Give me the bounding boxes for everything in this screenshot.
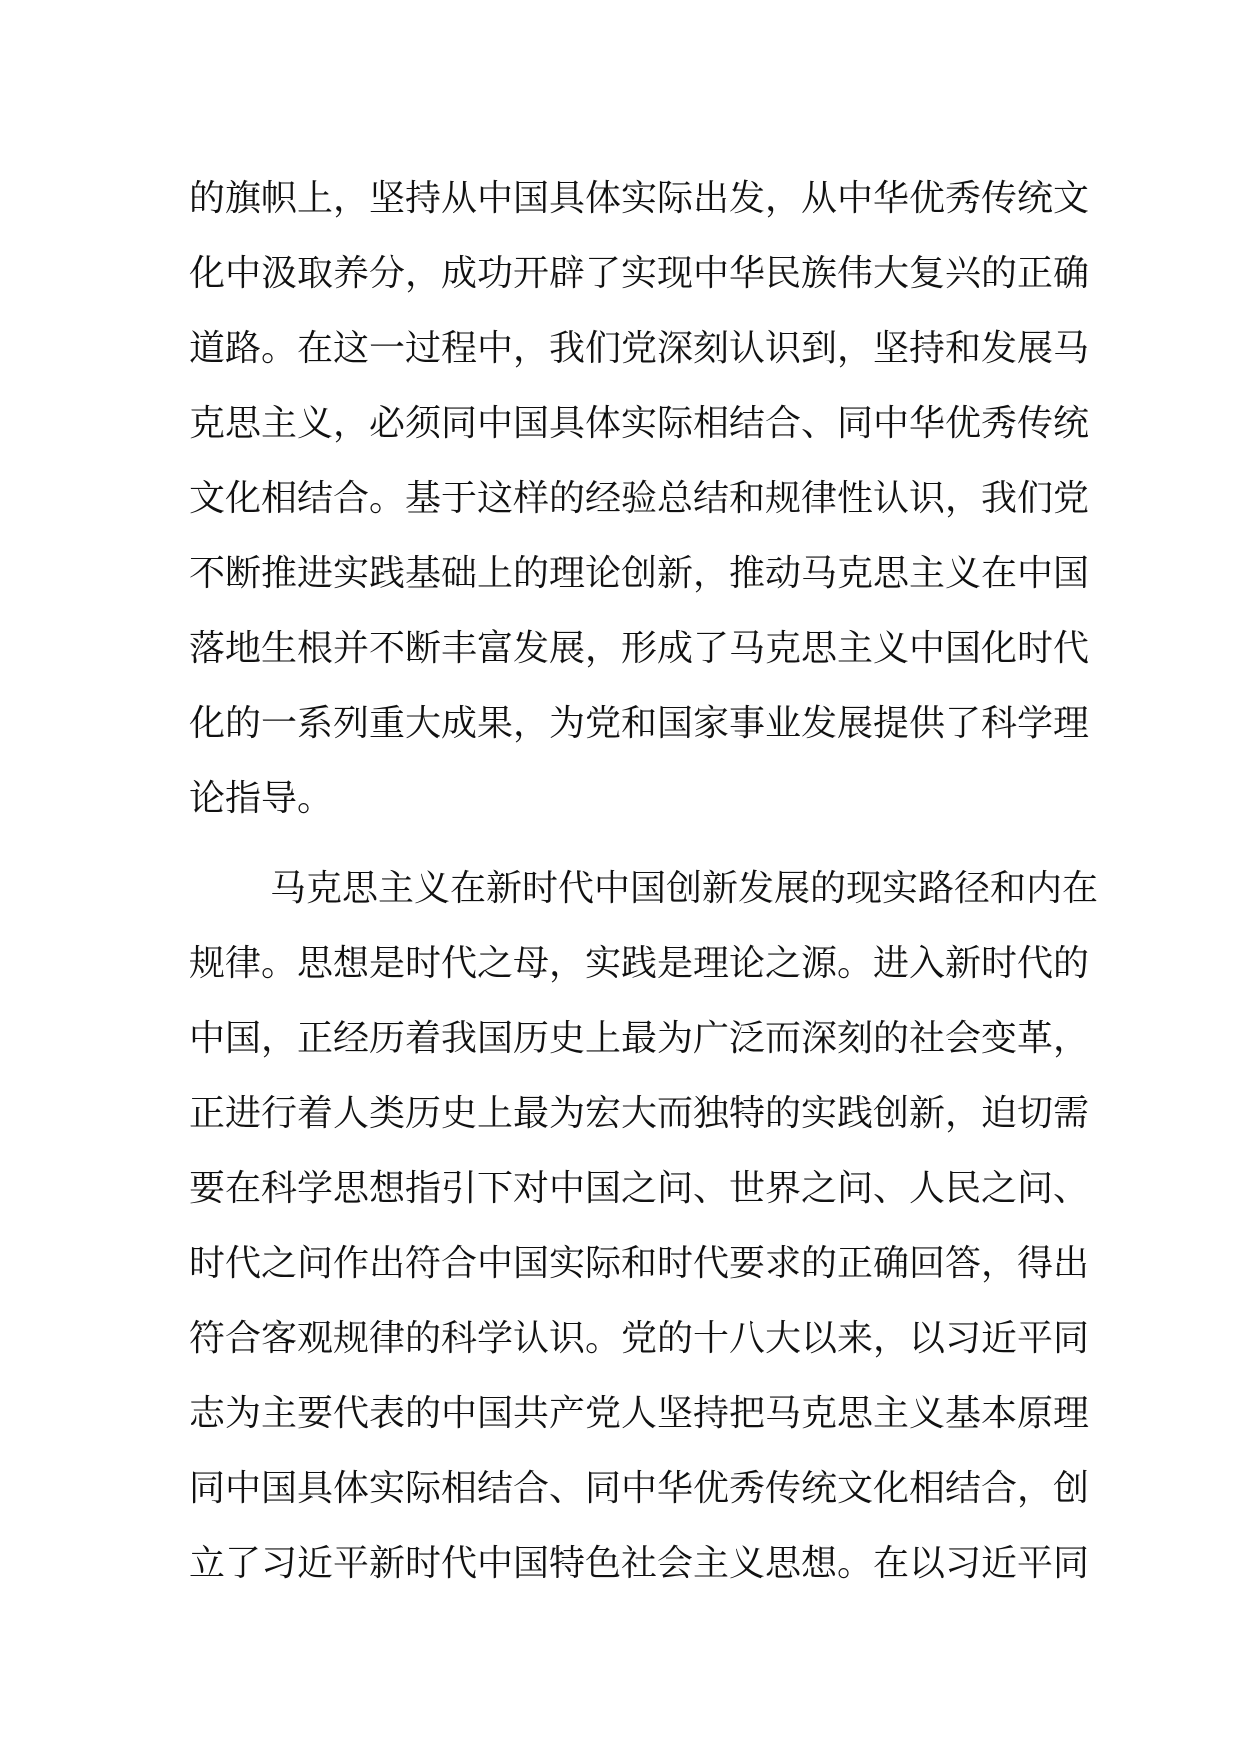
text-line: 规律。思想是时代之母，实践是理论之源。进入新时代的 bbox=[189, 943, 1090, 984]
text-line: 志为主要代表的中国共产党人坚持把马克思主义基本原理 bbox=[189, 1393, 1090, 1434]
text-line: 中国，正经历着我国历史上最为广泛而深刻的社会变革， bbox=[189, 1018, 1090, 1059]
text-line: 不断推进实践基础上的理论创新，推动马克思主义在中国 bbox=[189, 553, 1090, 594]
text-line: 化的一系列重大成果，为党和国家事业发展提供了科学理 bbox=[189, 703, 1090, 744]
text-line: 的旗帜上，坚持从中国具体实际出发，从中华优秀传统文 bbox=[189, 178, 1090, 219]
text-line: 文化相结合。基于这样的经验总结和规律性认识，我们党 bbox=[189, 478, 1090, 519]
text-line: 马克思主义在新时代中国创新发展的现实路径和内在 bbox=[270, 868, 1099, 909]
text-line: 正进行着人类历史上最为宏大而独特的实践创新，迫切需 bbox=[189, 1093, 1090, 1134]
text-line: 要在科学思想指引下对中国之问、世界之问、人民之问、 bbox=[189, 1168, 1090, 1209]
text-line: 符合客观规律的科学认识。党的十八大以来，以习近平同 bbox=[189, 1318, 1090, 1359]
paragraph-1 bbox=[189, 161, 1090, 836]
text-line: 道路。在这一过程中，我们党深刻认识到，坚持和发展马 bbox=[189, 328, 1090, 369]
text-line: 化中汲取养分，成功开辟了实现中华民族伟大复兴的正确 bbox=[189, 253, 1090, 294]
text-line: 克思主义，必须同中国具体实际相结合、同中华优秀传统 bbox=[189, 403, 1090, 444]
paragraph-2 bbox=[189, 851, 1099, 1601]
text-line: 落地生根并不断丰富发展，形成了马克思主义中国化时代 bbox=[189, 628, 1090, 669]
text-line: 论指导。 bbox=[189, 778, 334, 819]
text-line: 同中国具体实际相结合、同中华优秀传统文化相结合，创 bbox=[189, 1468, 1090, 1509]
text-line: 立了习近平新时代中国特色社会主义思想。在以习近平同 bbox=[189, 1543, 1090, 1584]
text-line: 时代之问作出符合中国实际和时代要求的正确回答，得出 bbox=[189, 1243, 1090, 1284]
